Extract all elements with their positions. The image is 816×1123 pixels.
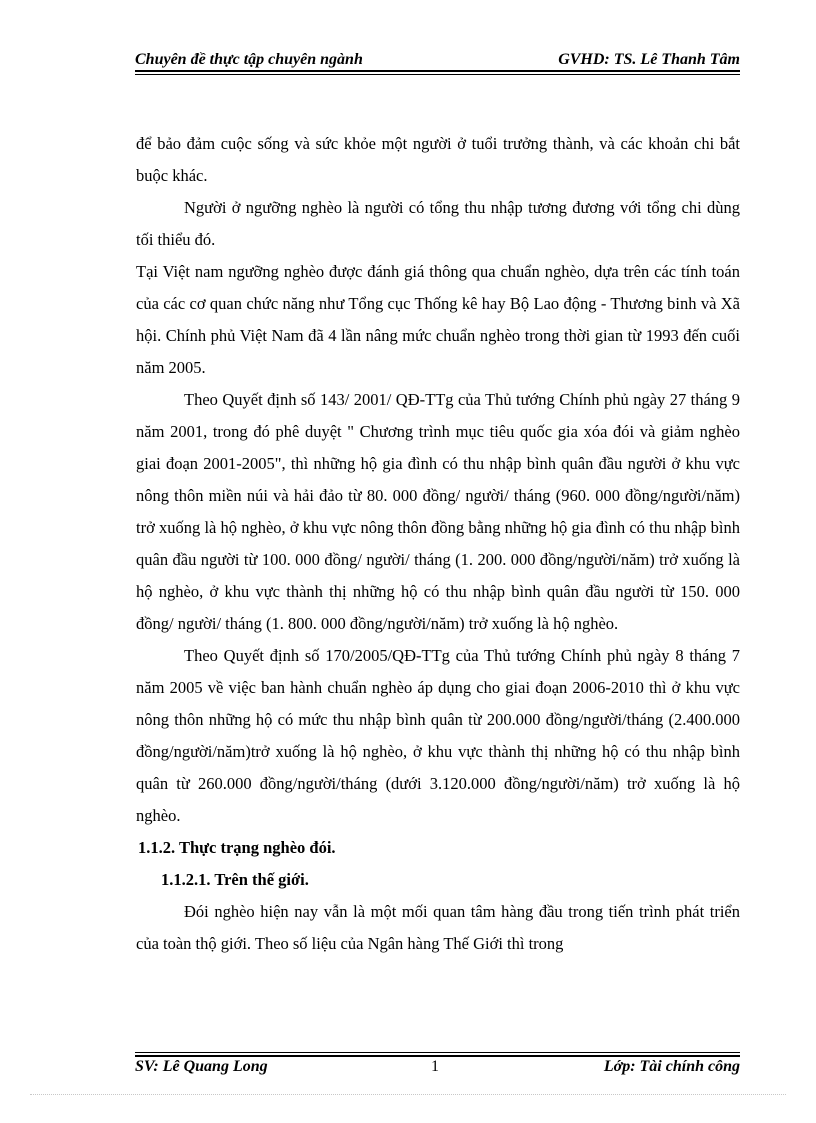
- paragraph-5: Theo Quyết định số 170/2005/QĐ-TTg của Thủ tướng Chính phủ ngày 8 tháng 7 năm 2005 về việc ban hành chuẩn nghèo áp dụng cho giai đoạn 2006-2010 thì ở khu vực nông thôn những hộ có mức thu nhập bình quân từ 200.000 đồng/người/tháng (2.400.000 đồng/người/năm)trở xuống là hộ nghèo, ở khu vực thành thị những hộ có thu nhập bình quân từ 260.000 đồng/người/tháng (dưới 3.120.000 đồng/người/năm) trở xuống là hộ nghèo.: [136, 646, 740, 825]
- paragraph-4: Theo Quyết định số 143/ 2001/ QĐ-TTg của Thủ tướng Chính phủ ngày 27 tháng 9 năm 2001, trong đó phê duyệt " Chương trình mục tiêu quốc gia xóa đói và giảm nghèo giai đoạn 2001-2005", thì những hộ gia đình có thu nhập bình quân đầu người ở khu vực nông thôn miền núi và hải đảo từ 80. 000 đồng/ người/ tháng (960. 000 đồng/người/năm) trở xuống là hộ nghèo, ở khu vực nông thôn đồng bằng những hộ gia đình có thu nhập bình quân đầu người từ 100. 000 đồng/ người/ tháng (1. 200. 000 đồng/người/năm) trở xuống là hộ nghèo, ở khu vực thành thị những hộ có thu nhập bình quân đầu người từ 150. 000 đồng/ người/ tháng (1. 800. 000 đồng/người/năm) trở xuống là hộ nghèo.: [136, 390, 740, 633]
- page-footer: [135, 1058, 740, 1080]
- header-left: Chuyên đề thực tập chuyên ngành: [135, 51, 363, 68]
- header-rule-thin: [135, 74, 740, 75]
- header-right: GVHD: TS. Lê Thanh Tâm: [558, 51, 740, 68]
- section-heading-1-1-2-1: 1.1.2.1. Trên thế giới.: [161, 870, 309, 889]
- paragraph-3: Tại Việt nam ngưỡng nghèo được đánh giá thông qua chuẩn nghèo, dựa trên các tính toán của các cơ quan chức năng như Tổng cục Thống kê hay Bộ Lao động - Thương binh và Xã hội. Chính phủ Việt Nam đã 4 lần nâng mức chuẩn nghèo trong thời gian từ 1993 đến cuối năm 2005.: [136, 262, 740, 377]
- footer-left: SV: Lê Quang Long: [135, 1058, 268, 1075]
- page-number: 1: [431, 1058, 439, 1075]
- page-header: [135, 43, 740, 69]
- paragraph-1: để bảo đảm cuộc sống và sức khỏe một người ở tuổi trưởng thành, và các khoản chi bắt buộc khác.: [136, 134, 740, 185]
- footer-right: Lớp: Tài chính công: [603, 1058, 740, 1075]
- footer-rule-thin: [135, 1052, 740, 1053]
- page-body: [136, 128, 740, 960]
- section-heading-1-1-2: 1.1.2. Thực trạng nghèo đói.: [138, 838, 336, 857]
- page-boundary-dotted-line: [30, 1094, 786, 1095]
- footer-rule-thick: [135, 1055, 740, 1057]
- paragraph-6: Đói nghèo hiện nay vẫn là một mối quan tâm hàng đầu trong tiến trình phát triển của toàn thộ giới. Theo số liệu của Ngân hàng Thế Giới thì trong: [136, 902, 740, 953]
- paragraph-2: Người ở ngưỡng nghèo là người có tổng thu nhập tương đương với tổng chi dùng tối thiểu đó.: [136, 198, 740, 249]
- header-rule-thick: [135, 70, 740, 72]
